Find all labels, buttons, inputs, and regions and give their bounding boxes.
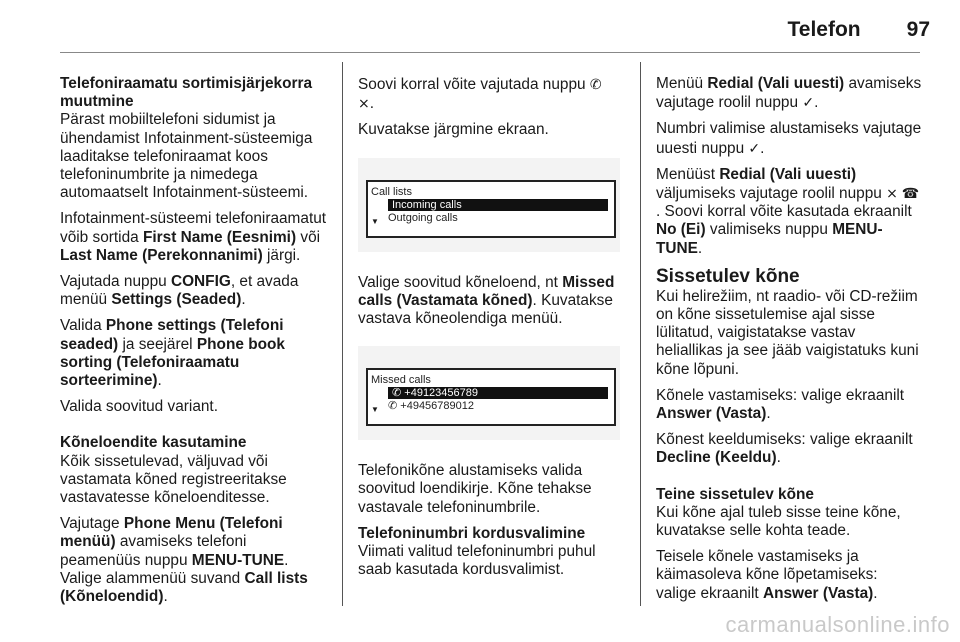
page-number: 97 xyxy=(906,18,930,41)
paragraph: Infotainment-süsteemi telefoniraamatut võib sortida First Name (Eesnimi) või Last Name (Perekonnanimi) järgi. xyxy=(60,210,327,264)
phone-icon: ✆ xyxy=(589,76,602,92)
screen-call-lists xyxy=(358,158,620,252)
paragraph: Vajutada nuppu CONFIG, et avada menüü Settings (Seaded). xyxy=(60,273,299,309)
paragraph: Soovi korral võite vajutada nuppu ✆ ⨯. xyxy=(358,76,602,113)
down-arrow-icon: ▼ xyxy=(371,216,379,226)
missed-call-icon: ✆ xyxy=(388,400,401,413)
paragraph: Kui helirežiim, nt raadio- või CD-režiim on kõne sissetulemise ajal sisse lülitatud, vaigistatakse vastav heliallikas ja see jääb vaigistatuks kuni kõne lõpuni. xyxy=(656,287,919,378)
down-arrow-icon: ▼ xyxy=(371,405,379,415)
heading-sorting: Telefoniraamatu sortimisjärjekorra muutmine xyxy=(60,75,313,111)
paragraph: Menüü Redial (Vali uuesti) avamiseks vajutage roolil nuppu ✓. xyxy=(656,75,922,112)
paragraph: Kuvatakse järgmine ekraan. xyxy=(358,121,549,139)
screen-row-selected: ✆ +49123456789 xyxy=(388,387,608,399)
paragraph: Valida soovitud variant. xyxy=(60,398,218,416)
header-rule xyxy=(60,52,920,53)
page-header xyxy=(788,18,930,42)
column-3 xyxy=(656,75,922,611)
heading-incoming-call: Sissetulev kõne xyxy=(656,265,800,287)
screen-title: Call lists xyxy=(371,185,412,198)
heading-second-call: Teine sissetulev kõne xyxy=(656,485,814,503)
missed-call-icon: ✆ xyxy=(392,387,405,400)
paragraph: Menüüst Redial (Vali uuesti) väljumiseks vajutage roolil nuppu ⨯ ☎. Soovi korral võite kasutada ekraanilt No (Ei) valimiseks nuppu MENU-TUNE. xyxy=(656,165,920,257)
screen-title: Missed calls xyxy=(371,374,431,387)
paragraph: Telefonikõne alustamiseks valida soovitud loendikirje. Kõne tehakse vastavale telefoninumbrile. xyxy=(358,462,592,516)
paragraph: Kui kõne ajal tuleb sisse teine kõne, kuvatakse selle kohta teade. xyxy=(656,503,901,540)
screen-row: ✆ +49456789012 xyxy=(388,400,474,413)
paragraph: Kõnele vastamiseks: valige ekraanilt Answer (Vasta). xyxy=(656,386,905,423)
screen-row: Outgoing calls xyxy=(388,211,458,224)
watermark: carmanualsonline.info xyxy=(725,612,950,637)
mute-hangup-icon: ⨯ ☎ xyxy=(886,185,920,202)
column-divider-1 xyxy=(342,62,343,606)
column-1 xyxy=(60,75,330,614)
heading-call-lists: Kõneloendite kasutamine xyxy=(60,434,247,452)
paragraph: Kõnest keeldumiseks: valige ekraanilt Decline (Keeldu). xyxy=(656,431,913,467)
paragraph: Kõik sissetulevad, väljuvad või vastamata kõned registreeritakse vastavatesse kõneloenditesse. xyxy=(60,452,287,507)
call-icon: ✓ xyxy=(802,94,815,111)
paragraph: Pärast mobiiltelefoni sidumist ja ühendamist Infotainment-süsteemiga laaditakse telefoniraamat koos telefoninumbrite ja nimedega automaatselt Infotainment-süsteemi. xyxy=(60,111,313,202)
paragraph: Vajutage Phone Menu (Telefoni menüü) avamiseks telefoni peamenüüs nuppu MENU-TUNE. Valige alammenüü suvand Call lists (Kõneloendid). xyxy=(60,515,308,606)
page-title: Telefon xyxy=(787,18,861,41)
mute-icon: ⨯ xyxy=(358,95,370,112)
call-icon: ✓ xyxy=(748,139,761,156)
column-divider-2 xyxy=(640,62,641,606)
screen-missed-calls xyxy=(358,346,620,440)
screen-row-selected: Incoming calls xyxy=(388,199,608,211)
paragraph: Numbri valimise alustamiseks vajutage uuesti nuppu ✓. xyxy=(656,120,922,157)
paragraph: Teisele kõnele vastamiseks ja käimasoleva kõne lõpetamiseks: valige ekraanilt Answer (Vasta). xyxy=(656,548,878,602)
column-2 xyxy=(358,75,626,587)
heading-redial: Telefoninumbri kordusvalimine xyxy=(358,524,586,542)
paragraph: Valida Phone settings (Telefoni seaded) ja seejärel Phone book sorting (Telefoniraamatu sorteerimine). xyxy=(60,317,285,390)
paragraph: Viimati valitud telefoninumbri puhul saab kasutada kordusvalimist. xyxy=(358,543,596,579)
paragraph: Valige soovitud kõneloend, nt Missed calls (Vastamata kõned). Kuvatakse vastava kõneolendiga menüü. xyxy=(358,273,615,328)
